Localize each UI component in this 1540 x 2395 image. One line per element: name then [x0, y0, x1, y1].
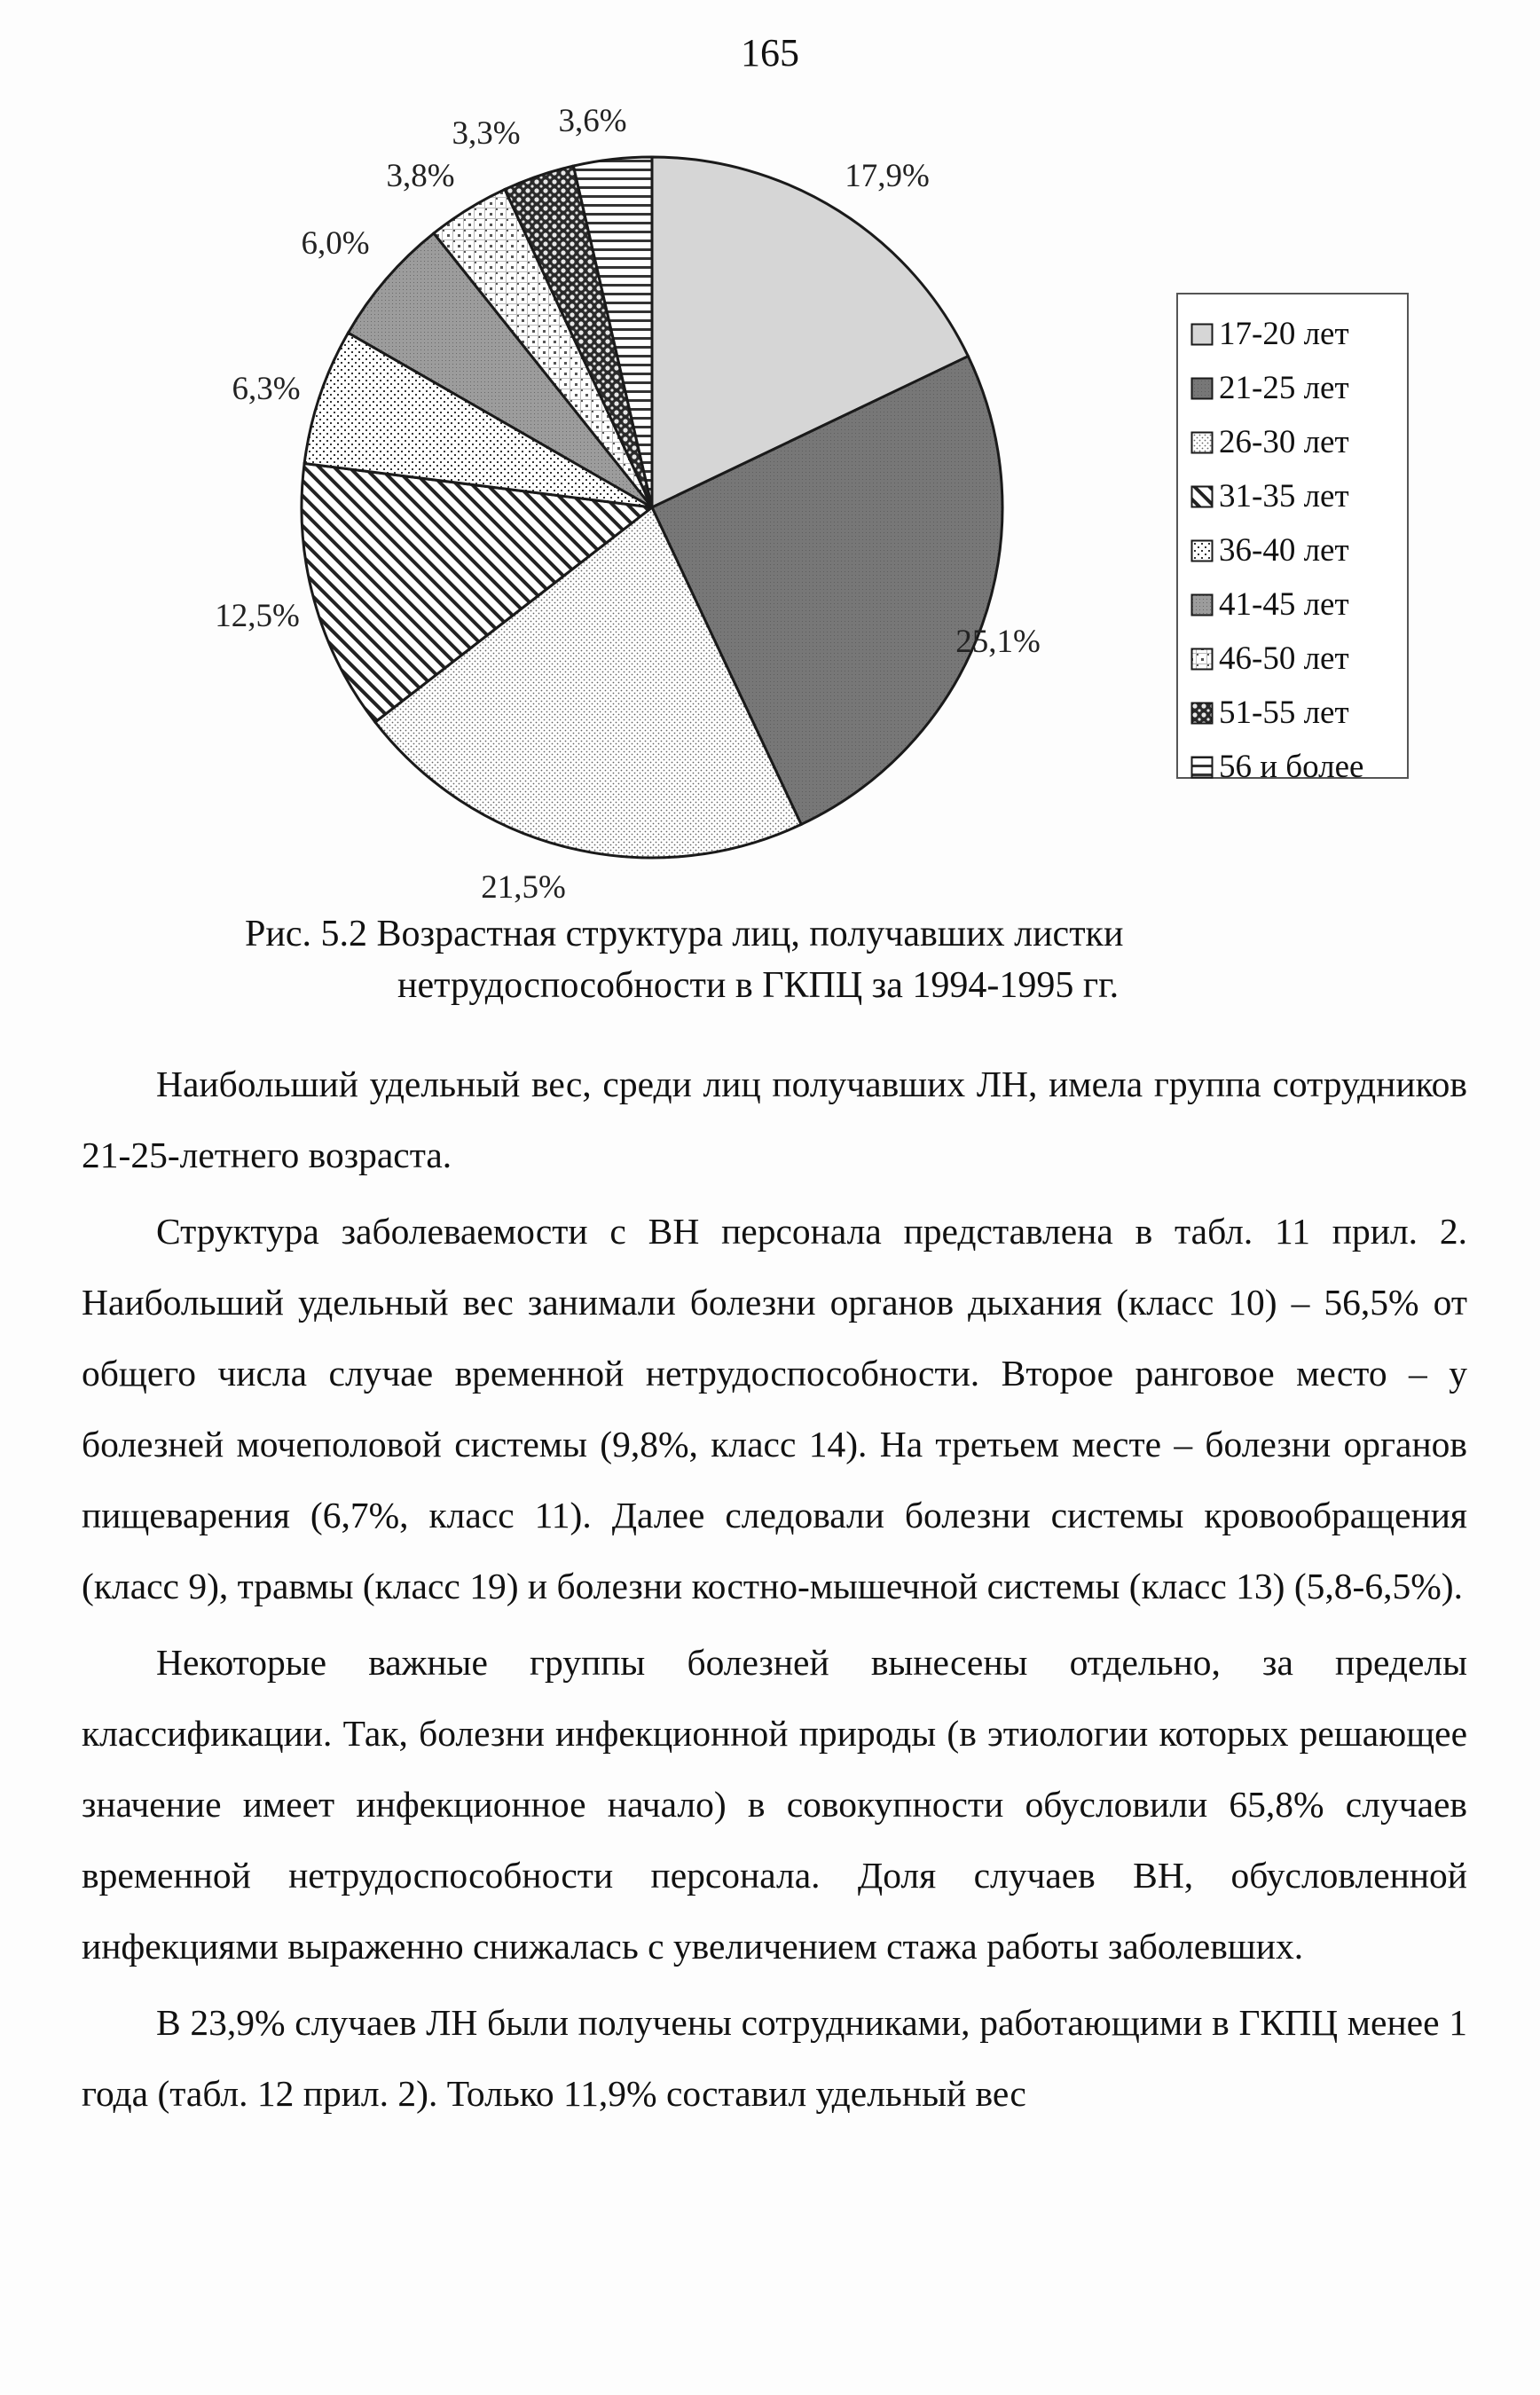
slice-data-label: 25,1%	[955, 624, 1041, 660]
legend-item	[1190, 577, 1407, 632]
legend-item	[1190, 686, 1407, 740]
slice-data-label: 3,3%	[452, 115, 521, 152]
legend-swatch	[1190, 593, 1214, 616]
paragraph: Некоторые важные группы болезней вынесены отдельно, за пределы классификации. Так, болезни инфекционной природы (в этиологии которых решающее значение имеет инфекционное начало) в совокупности обусловили 65,8% случаев временной нетрудоспособности персонала. Доля случаев ВН, обусловленной инфекциями выраженно снижалась с увеличением стажа работы заболевших.	[82, 1642, 1467, 1967]
paragraph: Структура заболеваемости с ВН персонала представлена в табл. 11 прил. 2. Наибольший удельный вес занимали болезни органов дыхания (класс 10) – 56,5% от общего числа случае временной нетрудоспособности. Второе ранговое место – у болезней мочеполовой системы (9,8%, класс 14). На третьем месте – болезни органов пищеварения (6,7%, класс 11). Далее следовали болезни системы кровообращения (класс 9), травмы (класс 19) и болезни костно-мышечной системы (класс 13) (5,8-6,5%).	[82, 1211, 1467, 1606]
slice-data-label: 3,6%	[558, 103, 627, 139]
legend-swatch	[1190, 377, 1214, 400]
chart-legend	[1176, 293, 1409, 785]
legend-item	[1190, 307, 1407, 361]
legend-item	[1190, 469, 1407, 523]
legend-item	[1190, 632, 1407, 686]
legend-label: 21-25 лет	[1219, 370, 1349, 406]
legend-item	[1190, 740, 1407, 794]
page-number: 165	[741, 31, 799, 75]
legend-swatch	[1190, 431, 1214, 454]
slice-data-label: 17,9%	[845, 158, 930, 194]
pie-slices	[302, 157, 1002, 858]
legend-swatch	[1190, 702, 1214, 725]
figure-caption	[245, 908, 1363, 1011]
legend-label: 56 и более	[1219, 749, 1364, 785]
slice-data-label: 12,5%	[215, 598, 300, 634]
legend-swatch	[1190, 323, 1214, 346]
legend-swatch	[1190, 539, 1214, 562]
paragraph: Наибольший удельный вес, среди лиц получавших ЛН, имела группа сотрудников 21-25-летнего возраста.	[82, 1064, 1467, 1175]
legend-swatch	[1190, 648, 1214, 671]
legend-label: 26-30 лет	[1219, 424, 1349, 460]
body-text	[82, 1048, 1467, 2134]
paragraph: В 23,9% случаев ЛН были получены сотрудниками, работающими в ГКПЦ менее 1 года (табл. 12 прил. 2). Только 11,9% составил удельный вес	[82, 2002, 1467, 2114]
legend-label: 41-45 лет	[1219, 586, 1349, 623]
legend-label: 17-20 лет	[1219, 316, 1349, 352]
slice-data-label: 6,0%	[301, 225, 370, 262]
legend-item	[1190, 361, 1407, 415]
legend-label: 31-35 лет	[1219, 478, 1349, 514]
legend-swatch	[1190, 485, 1214, 508]
legend-label: 36-40 лет	[1219, 532, 1349, 569]
caption-line-2: нетрудоспособности в ГКПЦ за 1994-1995 гг.	[397, 965, 1120, 1006]
slice-data-label: 3,8%	[386, 158, 455, 194]
legend-item	[1190, 523, 1407, 577]
legend-label: 51-55 лет	[1219, 695, 1349, 731]
legend-item	[1190, 415, 1407, 469]
legend-label: 46-50 лет	[1219, 640, 1349, 677]
slice-data-label: 21,5%	[481, 869, 566, 905]
slice-data-label: 6,3%	[232, 371, 301, 407]
caption-line-1: Рис. 5.2 Возрастная структура лиц, получавших листки	[245, 914, 1124, 954]
legend-swatch	[1190, 756, 1214, 779]
